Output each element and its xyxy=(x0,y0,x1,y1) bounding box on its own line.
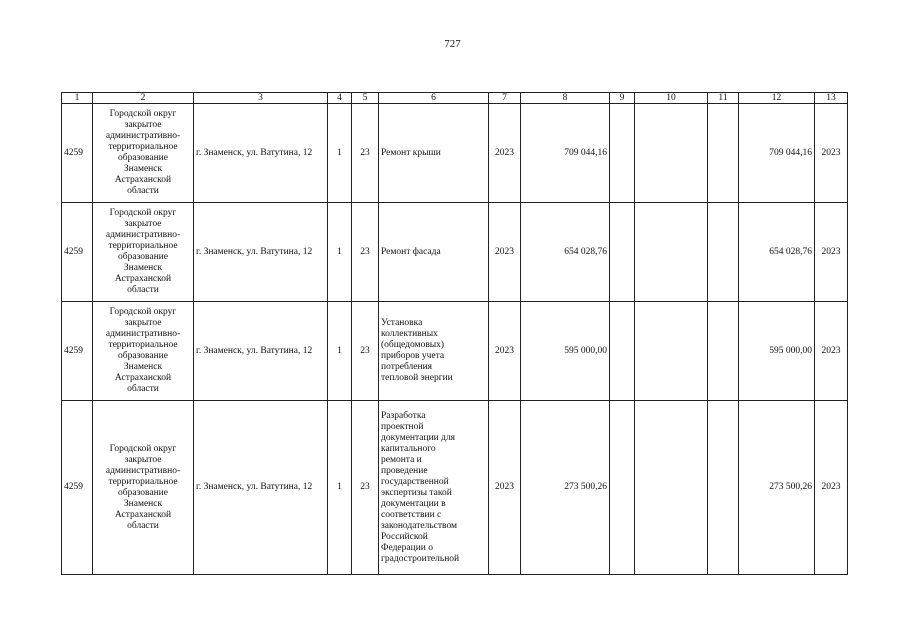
row-number-cell: 4259 xyxy=(62,401,93,575)
municipality-cell-line: закрытое xyxy=(124,219,162,229)
municipality-cell-line: Знаменск xyxy=(123,164,163,174)
work-type-cell-line: документации в xyxy=(381,498,446,509)
cost-cell: 709 044,16 xyxy=(521,104,610,203)
work-type-cell-line: градостроительной xyxy=(381,553,460,564)
address-cell: г. Знаменск, ул. Ватутина, 12 xyxy=(194,104,328,203)
year-cell: 2023 xyxy=(489,203,521,302)
municipality-cell-line: Городской округ xyxy=(109,109,177,119)
work-type-cell xyxy=(379,401,489,575)
column-4-cell: 1 xyxy=(328,104,352,203)
work-type-cell-line: тепловой энергии xyxy=(381,373,453,383)
total-cell: 273 500,26 xyxy=(739,401,815,575)
column-4-cell: 1 xyxy=(328,203,352,302)
municipality-cell-line: административно- xyxy=(105,329,181,339)
municipality-cell-line: области xyxy=(127,520,159,531)
column-9-cell xyxy=(610,401,635,575)
total-cell: 709 044,16 xyxy=(739,104,815,203)
municipality-cell-line: территориальное xyxy=(108,241,178,251)
column-10-cell xyxy=(635,401,708,575)
column-11-cell xyxy=(708,401,739,575)
row-number-cell: 4259 xyxy=(62,203,93,302)
table-row xyxy=(62,302,848,401)
work-type-cell-line: ремонта и xyxy=(381,454,422,465)
table-row xyxy=(62,104,848,203)
column-header: 4 xyxy=(328,93,352,104)
cost-cell: 595 000,00 xyxy=(521,302,610,401)
work-type-cell-line: коллективных xyxy=(381,329,438,339)
column-4-cell: 1 xyxy=(328,401,352,575)
work-type-cell-line: государственной xyxy=(381,476,449,487)
work-type-cell xyxy=(379,302,489,401)
column-4-cell: 1 xyxy=(328,302,352,401)
year-cell: 2023 xyxy=(489,104,521,203)
municipality-cell xyxy=(93,302,194,401)
column-11-cell xyxy=(708,104,739,203)
municipality-cell-line: территориальное xyxy=(108,476,178,487)
total-cell: 595 000,00 xyxy=(739,302,815,401)
work-type-cell-line: капитального xyxy=(381,443,436,454)
page-number: 727 xyxy=(444,38,461,50)
column-header: 12 xyxy=(739,93,815,104)
municipality-cell-line: Астраханской xyxy=(114,274,172,284)
municipality-cell-line: образование xyxy=(118,351,168,361)
column-header: 2 xyxy=(93,93,194,104)
municipality-cell-line: Астраханской xyxy=(114,373,172,383)
column-10-cell xyxy=(635,302,708,401)
address-cell: г. Знаменск, ул. Ватутина, 12 xyxy=(194,401,328,575)
municipality-cell-line: образование xyxy=(118,487,168,498)
column-header: 10 xyxy=(635,93,708,104)
municipality-cell-line: территориальное xyxy=(108,142,178,152)
municipality-cell-line: образование xyxy=(118,153,168,163)
municipality-cell-line: Знаменск xyxy=(123,498,163,509)
cost-cell: 654 028,76 xyxy=(521,203,610,302)
work-type-cell-line: Российской xyxy=(381,531,428,542)
work-type-cell-line: законодательством xyxy=(381,520,458,531)
total-cell: 654 028,76 xyxy=(739,203,815,302)
column-11-cell xyxy=(708,203,739,302)
year-end-cell: 2023 xyxy=(815,104,848,203)
column-header: 13 xyxy=(815,93,848,104)
municipality-cell-line: области xyxy=(127,186,159,196)
year-cell: 2023 xyxy=(489,302,521,401)
column-header: 8 xyxy=(521,93,610,104)
municipality-cell-line: административно- xyxy=(105,131,181,141)
column-9-cell xyxy=(610,203,635,302)
year-end-cell: 2023 xyxy=(815,401,848,575)
municipality-cell xyxy=(93,104,194,203)
table-row xyxy=(62,401,848,575)
municipality-cell-line: административно- xyxy=(105,465,181,476)
row-number-cell: 4259 xyxy=(62,302,93,401)
work-type-cell-line: Ремонт крыши xyxy=(381,147,441,158)
registry-table xyxy=(61,92,848,575)
work-type-cell-line: проектной xyxy=(381,421,424,432)
work-type-cell-line: Установка xyxy=(381,318,423,328)
column-5-cell: 23 xyxy=(352,401,379,575)
municipality-cell-line: закрытое xyxy=(124,318,162,328)
work-type-cell-line: Федерации о xyxy=(381,542,433,553)
cost-cell: 273 500,26 xyxy=(521,401,610,575)
address-cell: г. Знаменск, ул. Ватутина, 12 xyxy=(194,203,328,302)
municipality-cell-line: закрытое xyxy=(124,120,162,130)
municipality-cell-line: Астраханской xyxy=(114,509,172,520)
column-header: 9 xyxy=(610,93,635,104)
column-header: 3 xyxy=(194,93,328,104)
column-header: 6 xyxy=(379,93,489,104)
column-9-cell xyxy=(610,302,635,401)
municipality-cell-line: Знаменск xyxy=(123,263,163,273)
year-end-cell: 2023 xyxy=(815,203,848,302)
column-header: 7 xyxy=(489,93,521,104)
municipality-cell-line: Астраханской xyxy=(114,175,172,185)
column-11-cell xyxy=(708,302,739,401)
municipality-cell-line: закрытое xyxy=(124,454,162,465)
work-type-cell-line: документации для xyxy=(381,432,456,443)
municipality-cell xyxy=(93,401,194,575)
municipality-cell-line: Городской округ xyxy=(109,307,177,317)
year-cell: 2023 xyxy=(489,401,521,575)
work-type-cell-line: соответствии с xyxy=(381,509,442,520)
work-type-cell-line: экспертизы такой xyxy=(381,487,452,498)
municipality-cell-line: административно- xyxy=(105,230,181,240)
table-row xyxy=(62,203,848,302)
address-cell: г. Знаменск, ул. Ватутина, 12 xyxy=(194,302,328,401)
municipality-cell-line: образование xyxy=(118,252,168,262)
municipality-cell-line: Городской округ xyxy=(109,208,177,218)
work-type-cell xyxy=(379,104,489,203)
work-type-cell-line: (общедомовых) xyxy=(381,340,445,350)
work-type-cell xyxy=(379,203,489,302)
work-type-cell-line: приборов учета xyxy=(381,351,445,361)
column-9-cell xyxy=(610,104,635,203)
column-header: 11 xyxy=(708,93,739,104)
municipality-cell-line: области xyxy=(127,285,159,295)
municipality-cell-line: территориальное xyxy=(108,340,178,350)
municipality-cell-line: Городской округ xyxy=(109,443,177,454)
column-5-cell: 23 xyxy=(352,203,379,302)
column-header: 1 xyxy=(62,93,93,104)
work-type-cell-line: проведение xyxy=(381,465,428,476)
municipality-cell-line: Знаменск xyxy=(123,362,163,372)
column-10-cell xyxy=(635,203,708,302)
column-number-row xyxy=(62,93,848,104)
column-header: 5 xyxy=(352,93,379,104)
column-5-cell: 23 xyxy=(352,302,379,401)
column-5-cell: 23 xyxy=(352,104,379,203)
work-type-cell-line: Ремонт фасада xyxy=(381,246,441,257)
row-number-cell: 4259 xyxy=(62,104,93,203)
column-10-cell xyxy=(635,104,708,203)
year-end-cell: 2023 xyxy=(815,302,848,401)
municipality-cell xyxy=(93,203,194,302)
municipality-cell-line: области xyxy=(127,384,159,394)
work-type-cell-line: Разработка xyxy=(381,410,426,421)
work-type-cell-line: потребления xyxy=(381,362,433,372)
